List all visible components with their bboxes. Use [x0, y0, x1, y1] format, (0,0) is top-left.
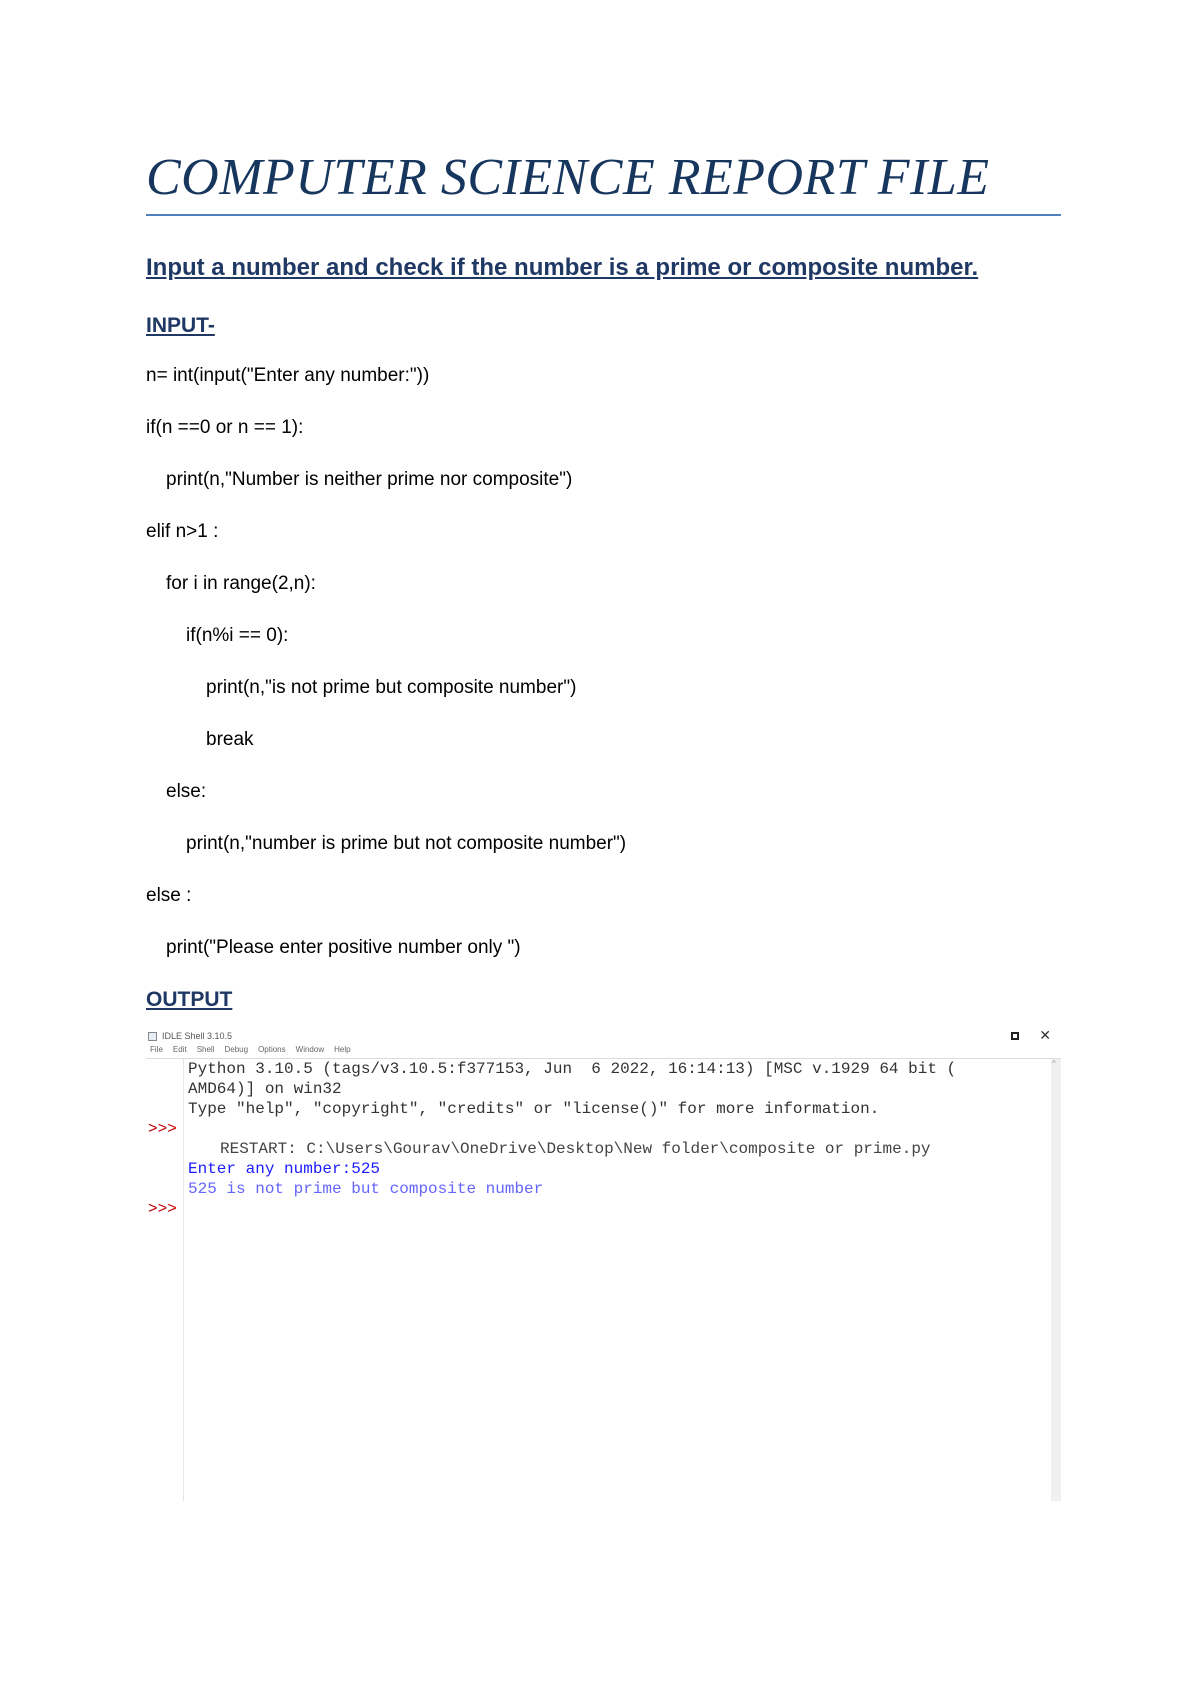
- menu-options[interactable]: Options: [258, 1045, 286, 1054]
- menu-shell[interactable]: Shell: [196, 1045, 215, 1054]
- shell-prompt: >>>: [148, 1200, 177, 1218]
- menu-debug[interactable]: Debug: [224, 1045, 249, 1054]
- menu-edit[interactable]: Edit: [172, 1045, 187, 1054]
- code-line: break: [206, 729, 254, 750]
- shell-prompt: >>>: [148, 1120, 177, 1138]
- restart-line: RESTART: C:\Users\Gourav\OneDrive\Desktop\New folder\composite or prime.py: [220, 1140, 931, 1158]
- program-output-line: 525 is not prime but composite number: [188, 1180, 544, 1198]
- banner-line: AMD64)] on win32: [188, 1080, 342, 1098]
- idle-window-title: IDLE Shell 3.10.5: [162, 1031, 233, 1041]
- idle-menubar: [150, 1045, 351, 1056]
- idle-shell-window: [146, 1027, 1061, 1500]
- code-line: elif n>1 :: [146, 521, 219, 542]
- output-label: OUTPUT: [146, 988, 233, 1011]
- scroll-up-icon[interactable]: ^: [1052, 1059, 1056, 1068]
- input-label: INPUT-: [146, 314, 215, 337]
- code-line: if(n ==0 or n == 1):: [146, 417, 304, 438]
- code-line: print(n,"Number is neither prime nor composite"): [166, 469, 573, 490]
- document-title: COMPUTER SCIENCE REPORT FILE: [146, 149, 990, 206]
- banner-line: Type "help", "copyright", "credits" or "license()" for more information.: [188, 1100, 880, 1118]
- code-line: n= int(input("Enter any number:")): [146, 365, 430, 386]
- code-line: if(n%i == 0):: [186, 625, 289, 646]
- python-app-icon: [148, 1032, 157, 1041]
- menu-window[interactable]: Window: [295, 1045, 325, 1054]
- idle-shell-text-area[interactable]: [146, 1058, 1061, 1501]
- menu-help[interactable]: Help: [334, 1045, 351, 1054]
- code-line: else :: [146, 885, 192, 906]
- title-divider: [146, 214, 1061, 216]
- idle-titlebar: [146, 1027, 1061, 1044]
- question-heading: Input a number and check if the number is a prime or composite number.: [146, 254, 979, 281]
- code-line: print("Please enter positive number only "): [166, 937, 521, 958]
- banner-line: Python 3.10.5 (tags/v3.10.5:f377153, Jun 6 2022, 16:14:13) [MSC v.1929 64 bit (: [188, 1060, 957, 1078]
- menu-file[interactable]: File: [150, 1045, 163, 1054]
- close-icon[interactable]: ✕: [1039, 1027, 1051, 1043]
- code-line: else:: [166, 781, 207, 802]
- vertical-scrollbar[interactable]: [1051, 1059, 1061, 1501]
- code-line: for i in range(2,n):: [166, 573, 316, 594]
- prompt-gutter: [146, 1059, 184, 1501]
- code-line: print(n,"is not prime but composite number"): [206, 677, 577, 698]
- user-input-line: Enter any number:525: [188, 1160, 381, 1178]
- code-line: print(n,"number is prime but not composite number"): [186, 833, 627, 854]
- restore-icon[interactable]: [1011, 1032, 1019, 1040]
